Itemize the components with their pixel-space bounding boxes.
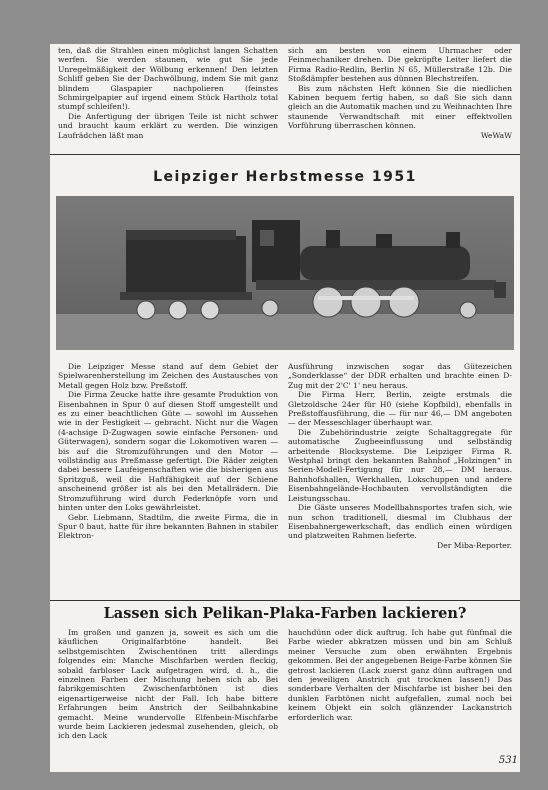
page-number: 531 (498, 755, 518, 766)
paragraph: Die Gäste unseres Modellbahnsportes trafen sich, wie nun schon traditionell, diesmal im Clubhaus der Eisenbahnergewerkschaft, das endlich einen würdigen und platzweiten Rahmen lieferte. (288, 503, 512, 541)
magazine-page (50, 44, 520, 772)
paragraph: Ausführung inzwischen sogar das Gütezeichen „Sonderklasse“ der DDR erhalten und brachte einen D-Zug mit der 2'C' 1' neu heraus. (288, 362, 512, 390)
author-signature: WeWaW (480, 130, 512, 140)
article-title: Lassen sich Pelikan-Plaka-Farben lackieren? (103, 605, 467, 622)
paragraph: Die Firma Zeucke hatte ihre gesamte Produktion von Eisenbahnen in Spur 0 auf diesen Stoff umgestellt und es zu einer beachtlichen Güte — sowohl im Aussehen wie in der Festigkeit — gebracht. Nicht nur die Wagen (4-achsige D-Zugwagen sowie einfache Personen- und Güterwagen), sondern sogar die Lokomotiven waren — bis auf die Stromzuführungen und den Motor — vollständig aus Preßmasse gefertigt. Die Räder zeigten dabei bessere Laufeigenschaften wie die bisherigen aus Spritzguß, weil die Haftfähigkeit auf der Schiene anscheinend größer ist als bei den Metallrädern. Die Stromzuführung wird durch Federknöpfe vorn und hinten unter den Loks gewährleistet. (58, 390, 278, 513)
paragraph: Bis zum nächsten Heft können Sie die niedlichen Kabinen bequem fertig haben, so daß Sie sich dann gleich an die Automatik machen und zu Weihnachten Ihre staunende Verwandtschaft mit einer effektvollen Vorführung überraschen können. (288, 83, 512, 131)
locomotive-illustration (56, 196, 514, 350)
paragraph: ten, daß die Strahlen einen möglichst langen Schatten werfen. Sie werden staunen, wie gut Sie jede Unregelmäßigkeit der Wölbung erkennen! Den letzten Schliff geben Sie der Dachwölbung, indem Sie mit ganz blindem Glaspapier nachpolieren (feinstes Schmirgelpapier auf irgend einem Stück Hartholz total stumpf schleifen!). (58, 46, 278, 112)
divider (50, 600, 520, 601)
article-title: Leipziger Herbstmesse 1951 (153, 169, 417, 185)
paragraph: sich am besten von einem Uhrmacher oder Feinmechaniker drehen. Die gekröpfte Leiter liefert die Firma Radio-Redlin, Berlin N 65, Müllerstraße 12b. Die Stoßdämpfer bestehen aus dünnen Blechstreifen. (288, 46, 512, 84)
author-signature: Der Miba-Reporter. (437, 540, 512, 550)
article1-column-left (58, 362, 278, 541)
article2-column-left (58, 628, 278, 741)
intro-column-left (58, 46, 278, 140)
paragraph: Die Zubehörindustrie zeigte Schaltaggregate für automatische Zugbeeinflussung und selbständig arbeitende Blocksysteme. Die Leipziger Firma R. Westphal bringt den bekannten Bahnhof „Holzingen“ in Serien-Modell-Fertigung für nur 28,— DM heraus. Bahnhofshallen, Werkhallen, Lokschuppen und andere Eisenbahngelände-Hochbauten vervollständigten die Leistungsschau. (288, 427, 512, 503)
paragraph: Im großen und ganzen ja, soweit es sich um die käuflichen Originalfarbtöne handelt. Bei selbstgemischten Zwischentönen tritt allerdings folgendes ein: Manche Mischfarben werden fleckig, sobald farbloser Lack aufgetragen wird, d. h., die einzelnen Farben der Mischung heben sich ab. Bei fabrikgemischten Zwischenfarbtönen ist dies eigenartigerweise nicht der Fall. Ich habe bittere Erfahrungen beim Anstrich der Seilbahnkabine gemacht. Meine wundervolle Elfenbein-Mischfarbe wurde beim Lackieren jedesmal zusehenden, gleich, ob ich den Lack (58, 628, 278, 741)
article2-column-right (288, 628, 512, 722)
article1-column-right (288, 362, 512, 550)
paragraph: Die Anfertigung der übrigen Teile ist nicht schwer und braucht kaum erklärt zu werden. Die winzigen Laufrädchen läßt man (58, 111, 278, 140)
paragraph: Gebr. Liebmann, Stadtilm, die zweite Firma, die in Spur 0 baut, hatte für ihre bekannten Bahnen in stabiler Elektron- (58, 512, 278, 541)
paragraph: Die Firma Herr, Berlin, zeigte erstmals die Gletzoldsche 24er für H0 (siehe Kopfbild), ebenfalls in Preßstoffausführung, die — für nur 46,— DM angeboten — der Messeschlager überhaupt war. (288, 390, 512, 428)
paragraph: Die Leipziger Messe stand auf dem Gebiet der Spielwarenherstellung im Zeichen des Austausches von Metall gegen Holz bzw. Preßstoff. (58, 362, 278, 390)
intro-column-right (288, 46, 512, 140)
locomotive-photo (56, 196, 514, 350)
paragraph: hauchdünn oder dick auftrug. Ich habe gut fünfmal die Farbe wieder abkratzen müssen und bin am Schluß meiner Versuche zum oben erwähnten Ergebnis gekommen. Bei der angegebenen Beige-Farbe können Sie getrost lackieren (Lack zuerst ganz dünn auftragen und den jeweiligen Anstrich gut trocknen lassen!) Das sonderbare Verhalten der Mischfarbe ist bisher bei den dunklen Farbtönen nicht aufgefallen, zumal noch bei keinem Objekt ein solch glänzender Lackanstrich erforderlich war. (288, 628, 512, 722)
divider (50, 154, 520, 155)
